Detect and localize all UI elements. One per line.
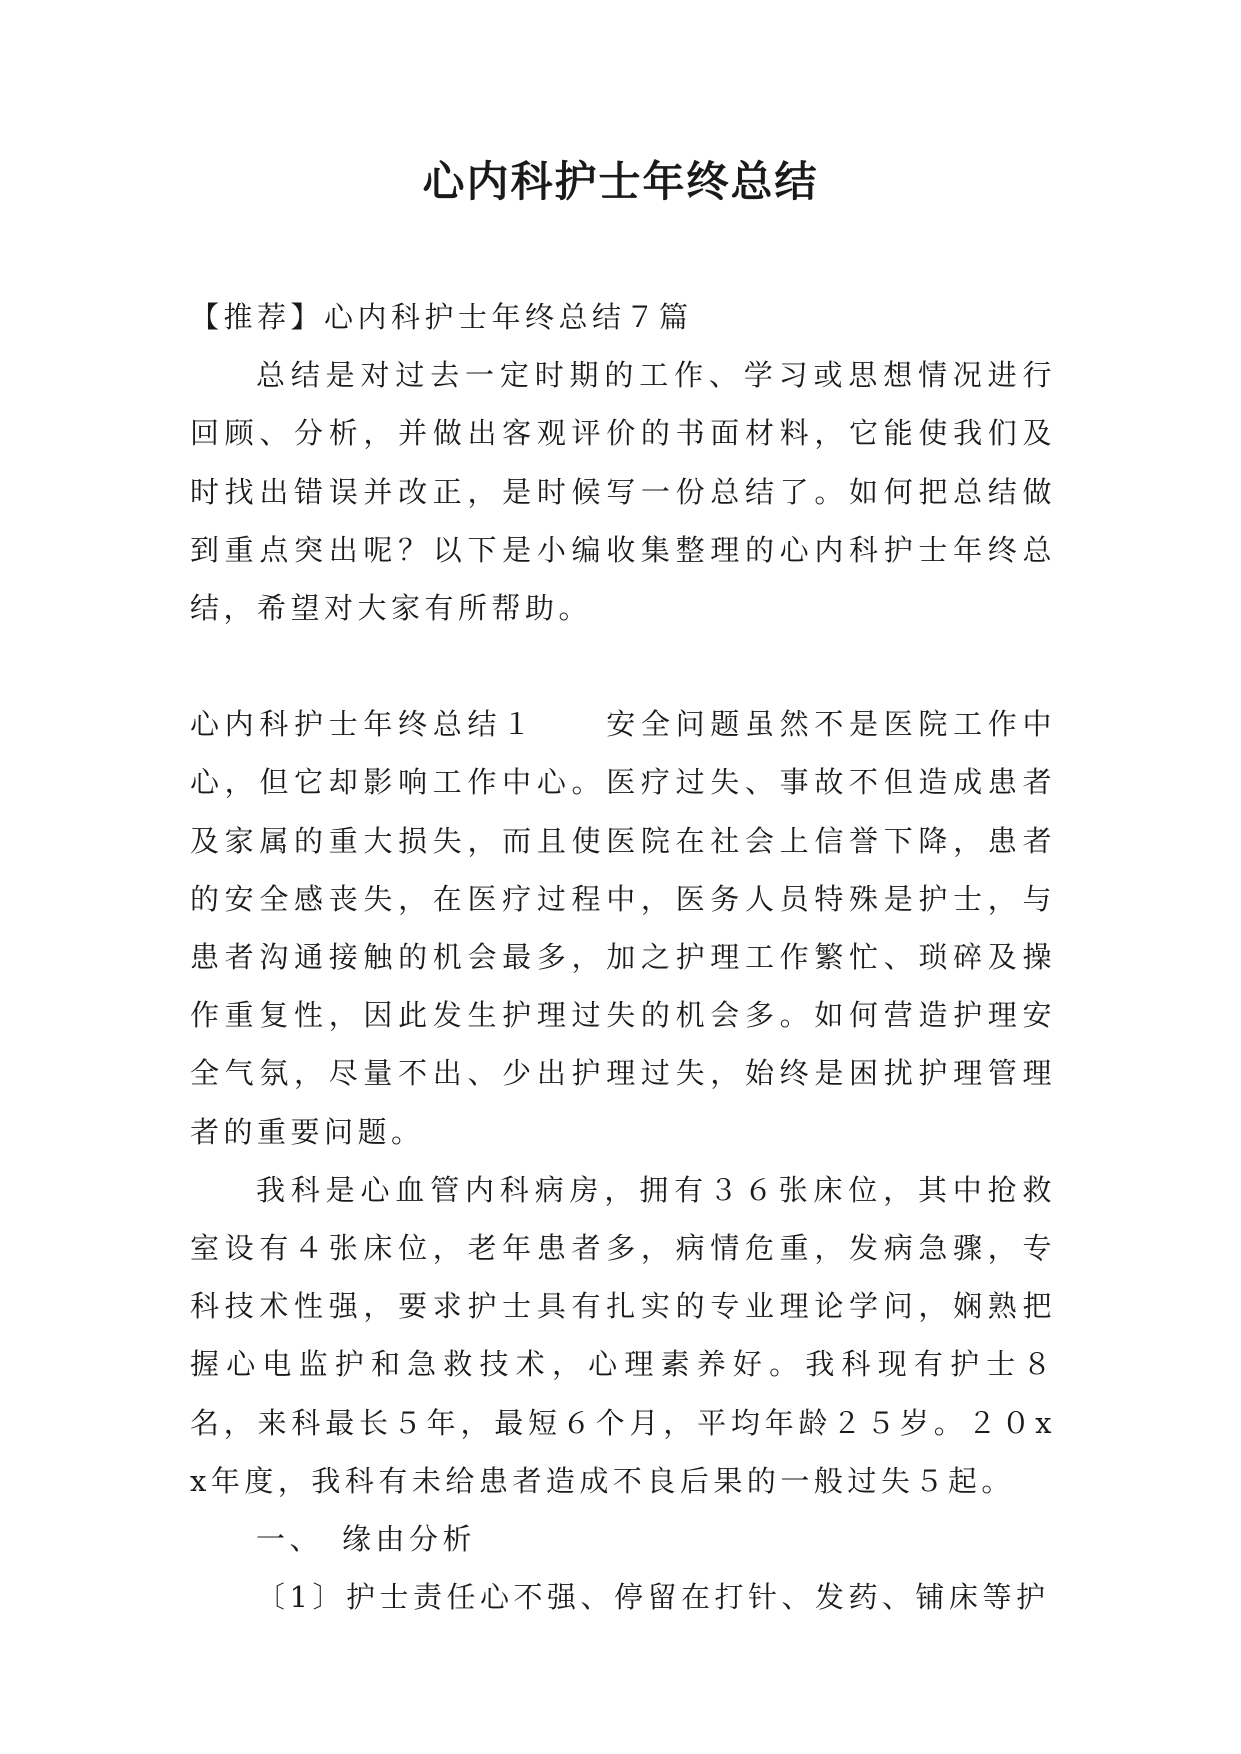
recommend-line: 【推荐】心内科护士年终总结７篇 [190, 300, 693, 334]
section1-text: 安全问题虽然不是医院工作中心，但它却影响工作中心。医疗过失、事故不但造成患者及家属的重大损失，而且使医院在社会上信誉下降，患者的安全感丧失，在医疗过程中，医务人员特殊是护士，与患者沟通接触的机会最多，加之护理工作繁忙、琐碎及操作重复性，因此发生护理过失的机会多。如何营造护理安全气氛，尽量不出、少出护理过失，始终是困扰护理管理者的重要问题。 [190, 707, 1056, 1149]
section1-heading: 心内科护士年终总结１ [190, 707, 537, 742]
intro-paragraph: 总结是对过去一定时期的工作、学习或思想情况进行回顾、分析，并做出客观评价的书面材料，它能使我们及时找出错误并改正，是时候写一份总结了。如何把总结做到重点突出呢？以下是小编收集整理的心内科护士年终总结，希望对大家有所帮助。 [190, 358, 1056, 626]
reason-item-1: 〔1〕护士责任心不强、停留在打针、发药、铺床等护 [256, 1580, 1050, 1615]
paragraph-gap [190, 637, 1056, 695]
document-body [190, 288, 1056, 1626]
document-title: 心内科护士年终总结 [422, 157, 819, 206]
department-paragraph: 我科是心血管内科病房，拥有３６张床位，其中抢救室设有４张床位，老年患者多，病情危重，发病急骤，专科技术性强，要求护士具有扎实的专业理论学问，娴熟把握心电监护和急救技术，心理素养好。我科现有护士８名，来科最长５年，最短６个月，平均年龄２５岁。２０xx年度，我科有未给患者造成不良后果的一般过失５起。 [190, 1172, 1056, 1498]
subsection-heading: 一、 缘由分析 [256, 1522, 477, 1557]
section1-paragraph [190, 695, 1056, 1161]
